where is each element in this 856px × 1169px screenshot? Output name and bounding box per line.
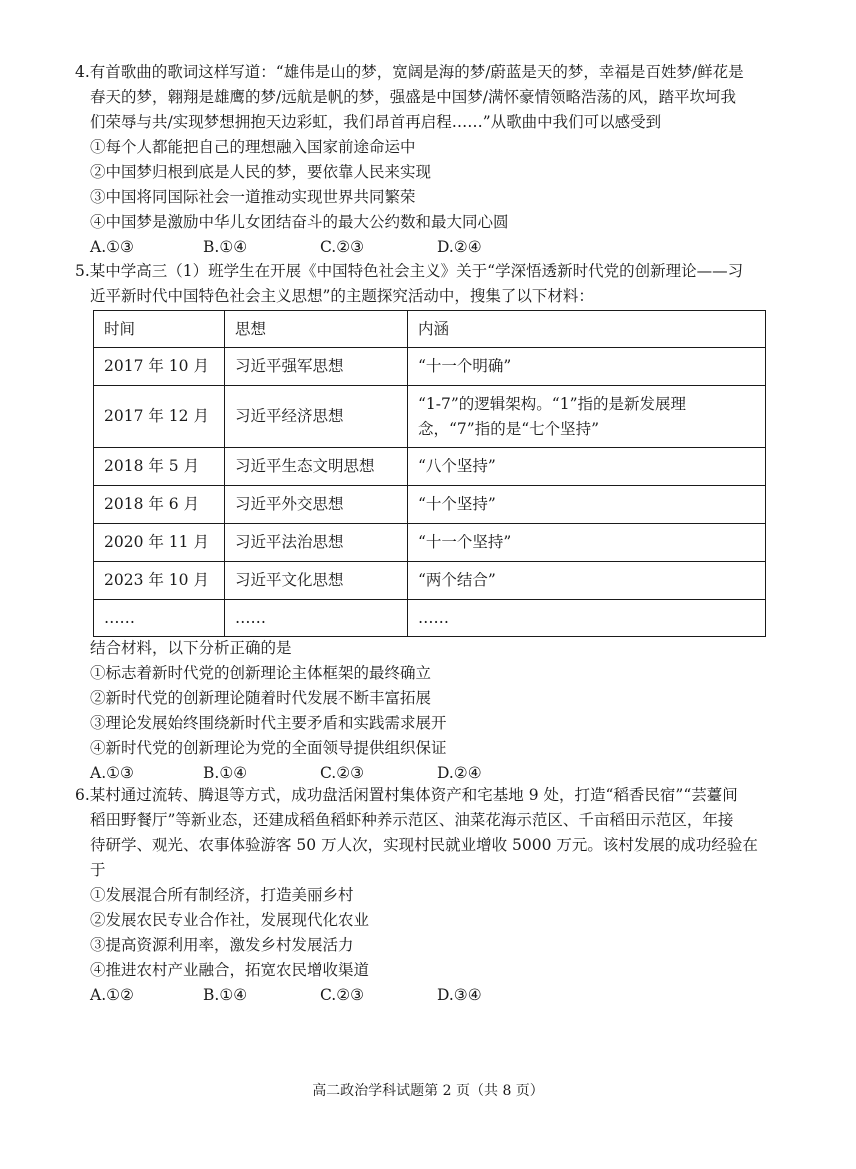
statement-4: ④中国梦是激励中华儿女团结奋斗的最大公约数和最大同心圆	[90, 213, 509, 231]
table-cell: 习近平经济思想	[225, 386, 408, 448]
statement-4: ④推进农村产业融合，拓宽农民增收渠道	[90, 961, 370, 979]
table-cell: 2018 年 6 月	[94, 486, 225, 524]
question-stem-line: 于	[90, 861, 106, 879]
table-cell: “八个坚持”	[408, 448, 766, 486]
question-stem-line: 5.某中学高三（1）班学生在开展《中国特色社会主义》关于“学深悟透新时代党的创新理论——习	[75, 262, 744, 280]
material-table	[93, 310, 766, 637]
table-row	[94, 386, 766, 448]
question-5-analysis	[75, 636, 795, 786]
table-cell: 2020 年 11 月	[94, 524, 225, 562]
table-cell: “十个坚持”	[408, 486, 766, 524]
statement-2: ②新时代党的创新理论随着时代发展不断丰富拓展	[90, 689, 432, 707]
table-cell: “十一个坚持”	[408, 524, 766, 562]
table-cell: 2023 年 10 月	[94, 562, 225, 600]
option-d: D.②④	[437, 238, 482, 256]
statement-1: ①每个人都能把自己的理想融入国家前途命运中	[90, 138, 416, 156]
statement-2: ②发展农民专业合作社，发展现代化农业	[90, 911, 370, 929]
statement-2: ②中国梦归根到底是人民的梦，要依靠人民来实现	[90, 163, 432, 181]
option-d: D.②④	[437, 764, 482, 782]
statement-3: ③提高资源利用率，激发乡村发展活力	[90, 936, 354, 954]
question-stem-line: 6.某村通过流转、腾退等方式，成功盘活闲置村集体资产和宅基地 9 处，打造“稻香民宿”“芸薹间	[75, 786, 738, 804]
table-cell: 2017 年 10 月	[94, 348, 225, 386]
statement-4: ④新时代党的创新理论为党的全面领导提供组织保证	[90, 739, 447, 757]
table-row	[94, 600, 766, 637]
question-stem-line: 近平新时代中国特色社会主义思想”的主题探究活动中，搜集了以下材料：	[90, 287, 594, 305]
statement-3: ③中国将同国际社会一道推动实现世界共同繁荣	[90, 188, 416, 206]
table-cell: “1-7”的逻辑架构。“1”指的是新发展理念，“7”指的是“七个坚持”	[408, 386, 766, 448]
table-header-cell: 时间	[94, 311, 225, 348]
question-5	[75, 259, 795, 309]
option-b: B.①④	[203, 764, 248, 782]
page-footer: 高二政治学科试题第 2 页（共 8 页）	[312, 1083, 544, 1099]
table-row	[94, 486, 766, 524]
question-stem-line: 春天的梦，翱翔是雄鹰的梦/远航是帆的梦，强盛是中国梦/满怀豪情领略浩荡的风，踏平坎坷我	[90, 88, 736, 106]
table-header-cell: 思想	[225, 311, 408, 348]
table-cell: 习近平强军思想	[225, 348, 408, 386]
question-stem-line: 待研学、观光、农事体验游客 50 万人次，实现村民就业增收 5000 万元。该村发展的成功经验在	[90, 836, 758, 854]
option-b: B.①④	[203, 238, 248, 256]
question-stem-line: 稻田野餐厅”等新业态，还建成稻鱼稻虾种养示范区、油菜花海示范区、千亩稻田示范区，年接	[90, 811, 734, 829]
table-header-cell: 内涵	[408, 311, 766, 348]
question-4	[75, 60, 795, 260]
option-a: A.①③	[90, 238, 134, 256]
table-row	[94, 348, 766, 386]
question-6	[75, 783, 795, 1008]
question-stem-line: 们荣辱与共/实现梦想拥抱天边彩虹，我们昂首再启程……”从歌曲中我们可以感受到	[90, 113, 662, 131]
table-cell: ……	[408, 600, 766, 637]
table-cell: 习近平文化思想	[225, 562, 408, 600]
table-cell: “十一个明确”	[408, 348, 766, 386]
statement-1: ①发展混合所有制经济，打造美丽乡村	[90, 886, 354, 904]
table-cell: “两个结合”	[408, 562, 766, 600]
option-c: C.②③	[320, 238, 365, 256]
table-cell: ……	[225, 600, 408, 637]
table-cell: 2017 年 12 月	[94, 386, 225, 448]
option-a: A.①②	[90, 986, 134, 1004]
option-d: D.③④	[437, 986, 482, 1004]
option-c: C.②③	[320, 764, 365, 782]
answer-options	[75, 235, 795, 260]
table-cell: 习近平外交思想	[225, 486, 408, 524]
table-row	[94, 524, 766, 562]
statement-3: ③理论发展始终围绕新时代主要矛盾和实践需求展开	[90, 714, 447, 732]
table-cell: 2018 年 5 月	[94, 448, 225, 486]
table-row	[94, 562, 766, 600]
option-c: C.②③	[320, 986, 365, 1004]
option-a: A.①③	[90, 764, 134, 782]
question-prompt: 结合材料，以下分析正确的是	[90, 639, 292, 657]
table-cell: 习近平法治思想	[225, 524, 408, 562]
table-header-row	[94, 311, 766, 348]
answer-options	[75, 983, 795, 1008]
option-b: B.①④	[203, 986, 248, 1004]
table-row	[94, 448, 766, 486]
table-cell: 习近平生态文明思想	[225, 448, 408, 486]
table-cell: ……	[94, 600, 225, 637]
question-stem-line: 4.有首歌曲的歌词这样写道：“雄伟是山的梦，宽阔是海的梦/蔚蓝是天的梦，幸福是百姓梦/鲜花是	[75, 63, 744, 81]
statement-1: ①标志着新时代党的创新理论主体框架的最终确立	[90, 664, 432, 682]
